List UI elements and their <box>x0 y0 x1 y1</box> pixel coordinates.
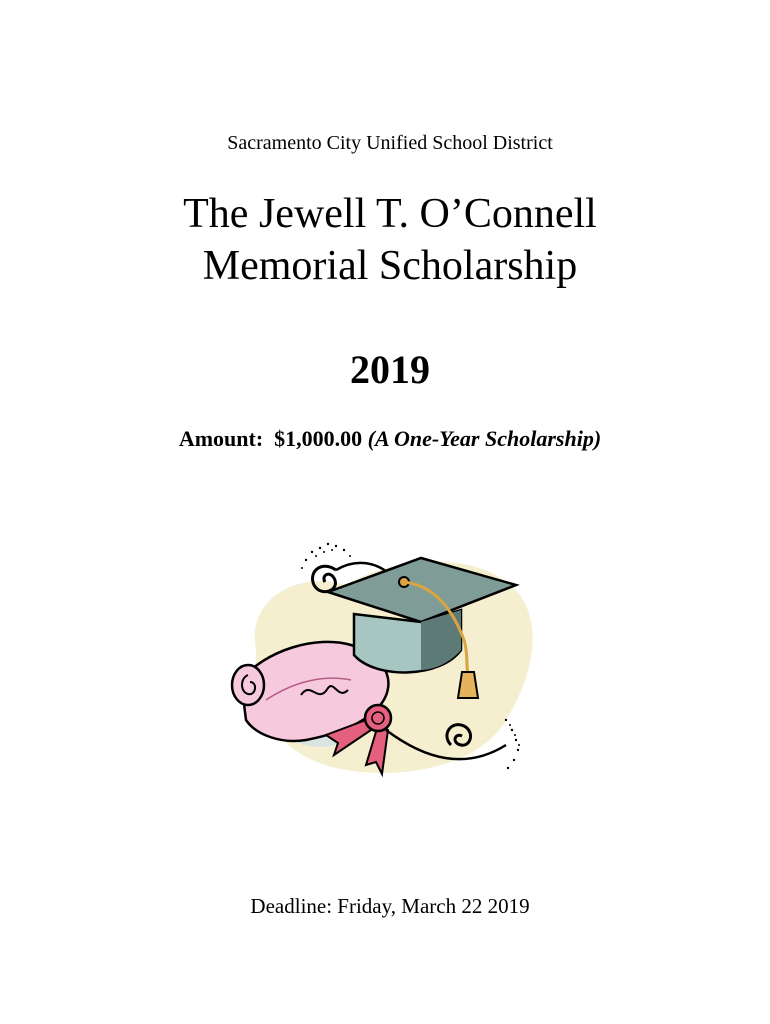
amount-value: $1,000.00 <box>274 426 363 451</box>
dotted-spray-right <box>505 719 520 769</box>
tassel <box>458 672 478 698</box>
graduation-cap-diploma-icon <box>226 530 540 786</box>
seal-rosette <box>365 705 391 731</box>
scholarship-title <box>0 188 770 292</box>
scholarship-amount <box>0 424 770 454</box>
application-deadline: Deadline: Friday, March 22 2019 <box>250 894 530 918</box>
district-name: Sacramento City Unified School District <box>227 132 553 154</box>
scholarship-title-line-2: Memorial Scholarship <box>202 243 578 289</box>
scholarship-year: 2019 <box>350 347 430 392</box>
amount-label: Amount: <box>178 426 264 451</box>
scroll-curl-left <box>232 665 264 705</box>
scholarship-title-line-1: The Jewell T. O’Connell <box>183 191 597 237</box>
amount-note: (A One-Year Scholarship) <box>367 426 602 451</box>
